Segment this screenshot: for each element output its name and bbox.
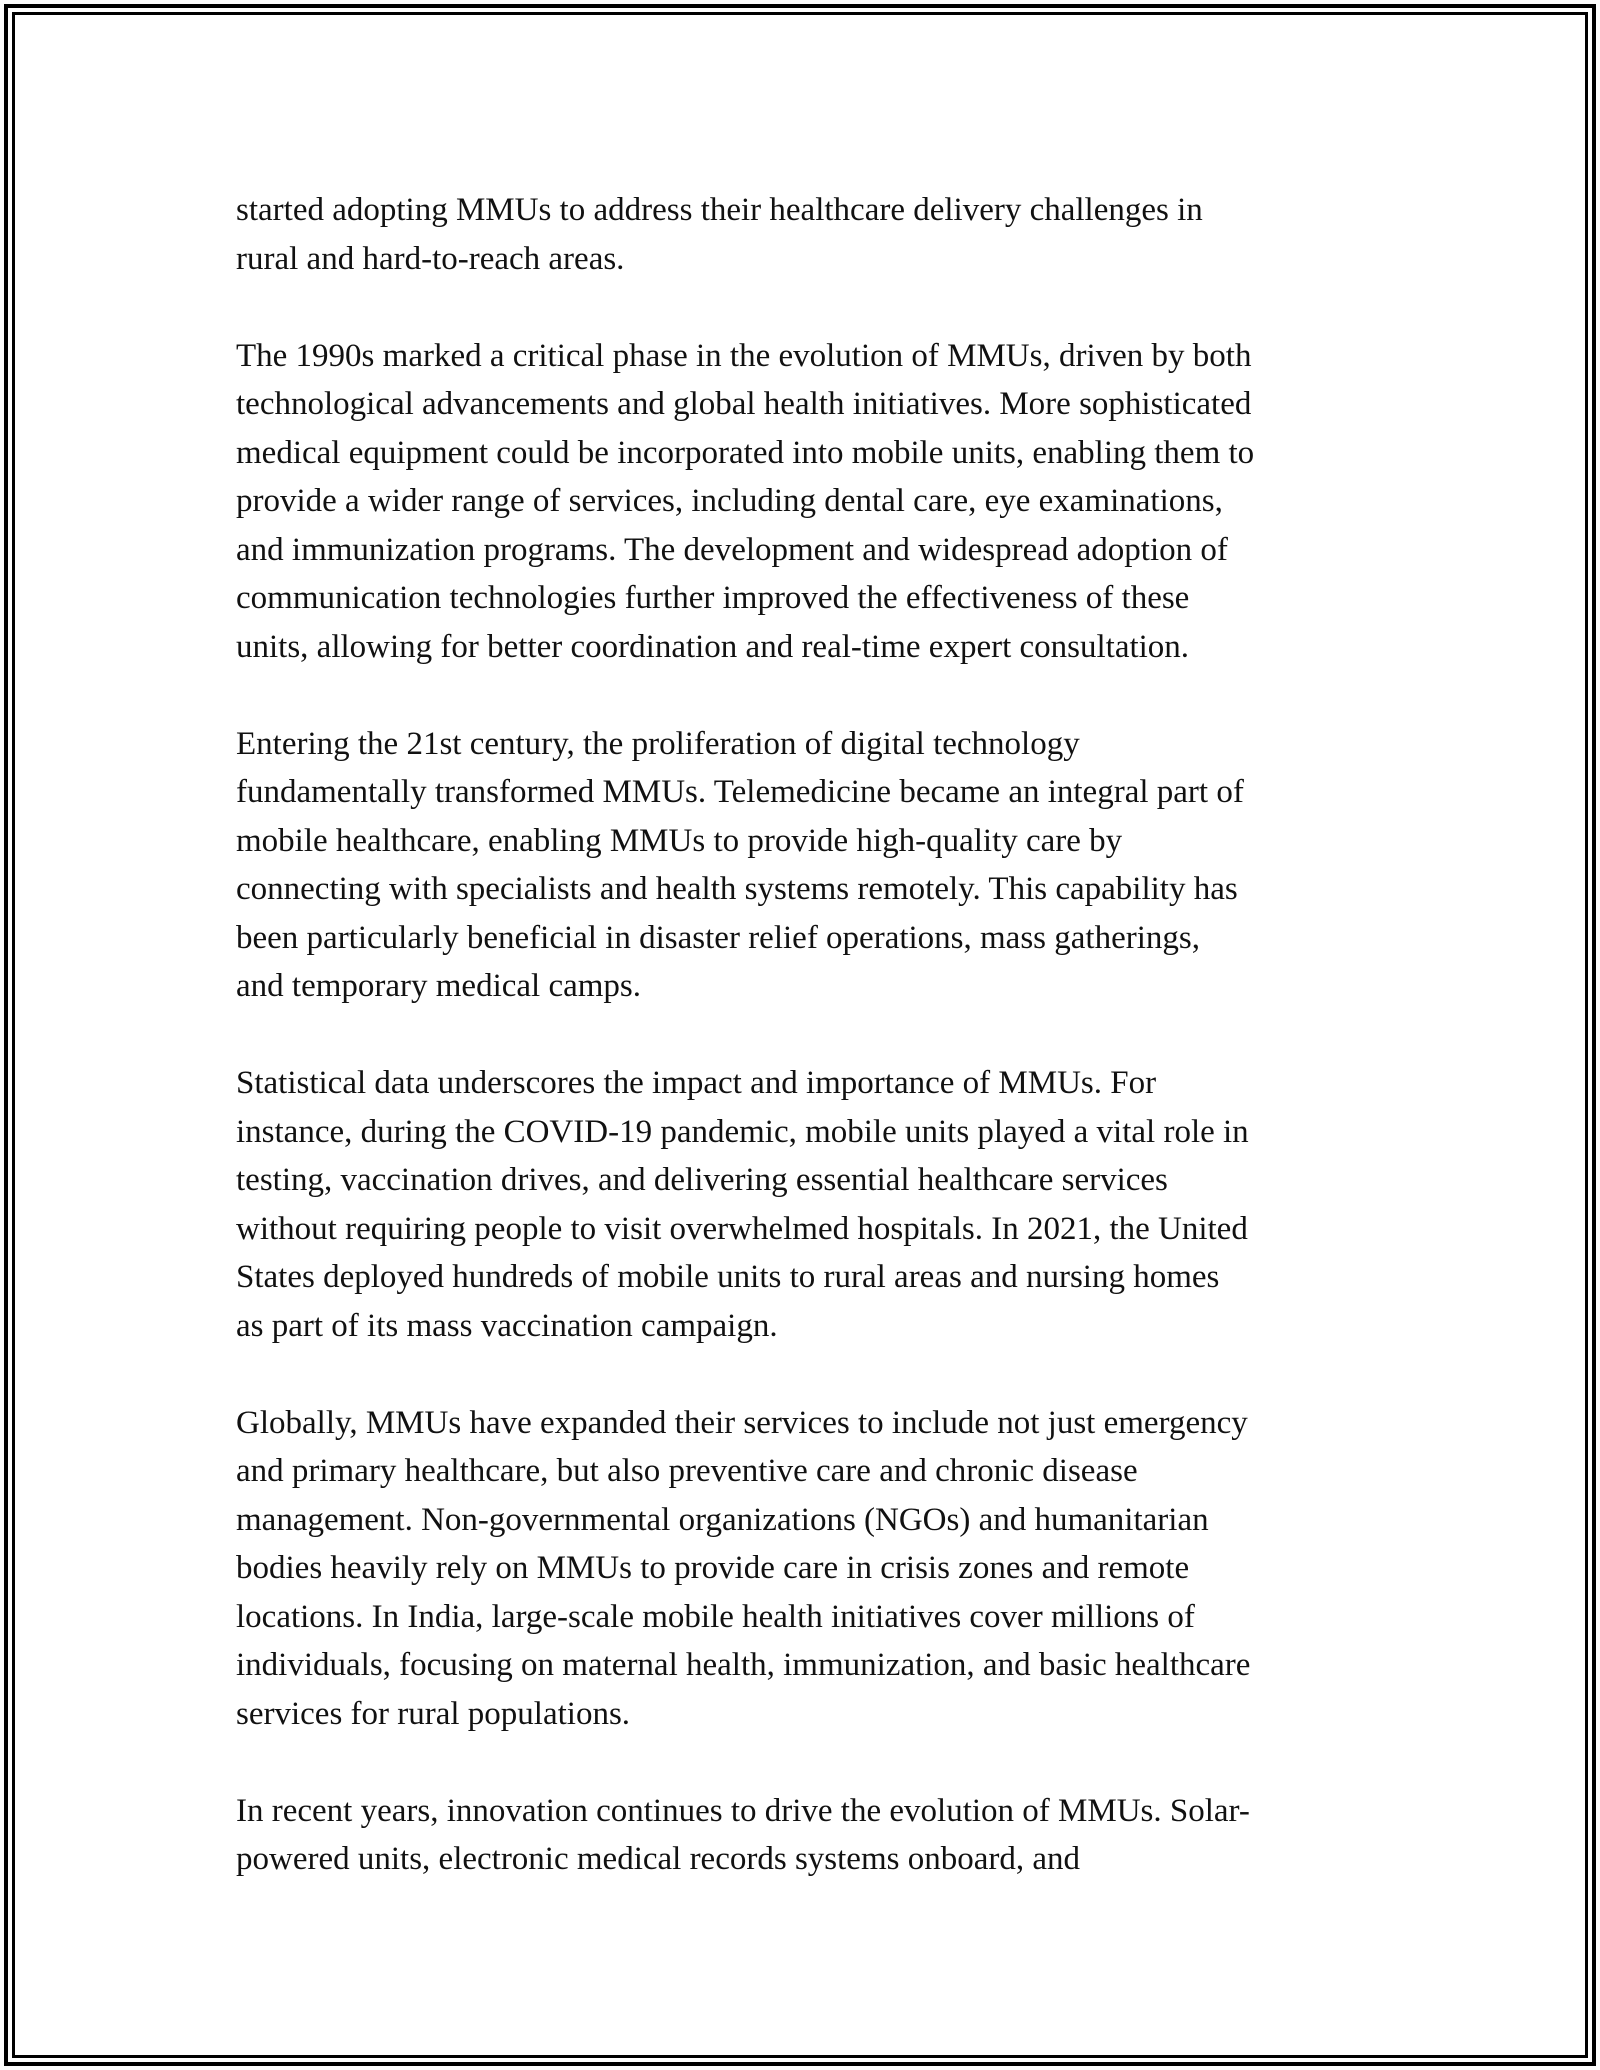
document-body — [236, 186, 1396, 1932]
paragraph-21st-century: Entering the 21st century, the proliferation of digital technology fundamentally transformed MMUs. Telemedicine became an integral part of mobile healthcare, enabling MMUs to provide high-quality care by connecting with specialists and health systems remotely. This capability has been particularly beneficial in disaster relief operations, mass gatherings, and temporary medical camps. — [236, 725, 1244, 1004]
paragraph-statistical-data: Statistical data underscores the impact and importance of MMUs. For instance, during the COVID-19 pandemic, mobile units played a vital role in testing, vaccination drives, and delivering essential healthcare services without requiring people to visit overwhelmed hospitals. In 2021, the United States deployed hundreds of mobile units to rural areas and nursing homes as part of its mass vaccination campaign. — [236, 1065, 1249, 1344]
paragraph-1990s-evolution: The 1990s marked a critical phase in the evolution of MMUs, driven by both technological advancements and global health initiatives. More sophisticated medical equipment could be incorporated into mobile units, enabling them to provide a wider range of services, including dental care, eye examinations, and immunization programs. The development and widespread adoption of communication technologies further improved the effectiveness of these units, allowing for better coordination and real-time expert consultation. — [236, 337, 1255, 665]
paragraph-recent-innovation: In recent years, innovation continues to drive the evolution of MMUs. Solar- powered units, electronic medical records systems onboard, and — [236, 1792, 1250, 1877]
paragraph-global-expansion: Globally, MMUs have expanded their services to include not just emergency and primary healthcare, but also preventive care and chronic disease management. Non-governmental organizations (NGOs) and humanitarian bodies heavily rely on MMUs to provide care in crisis zones and remote locations. In India, large-scale mobile health initiatives cover millions of individuals, focusing on maternal health, immunization, and basic healthcare services for rural populations. — [236, 1404, 1251, 1732]
paragraph-rural-adoption: started adopting MMUs to address their healthcare delivery challenges in rural and hard-to-reach areas. — [236, 192, 1203, 277]
